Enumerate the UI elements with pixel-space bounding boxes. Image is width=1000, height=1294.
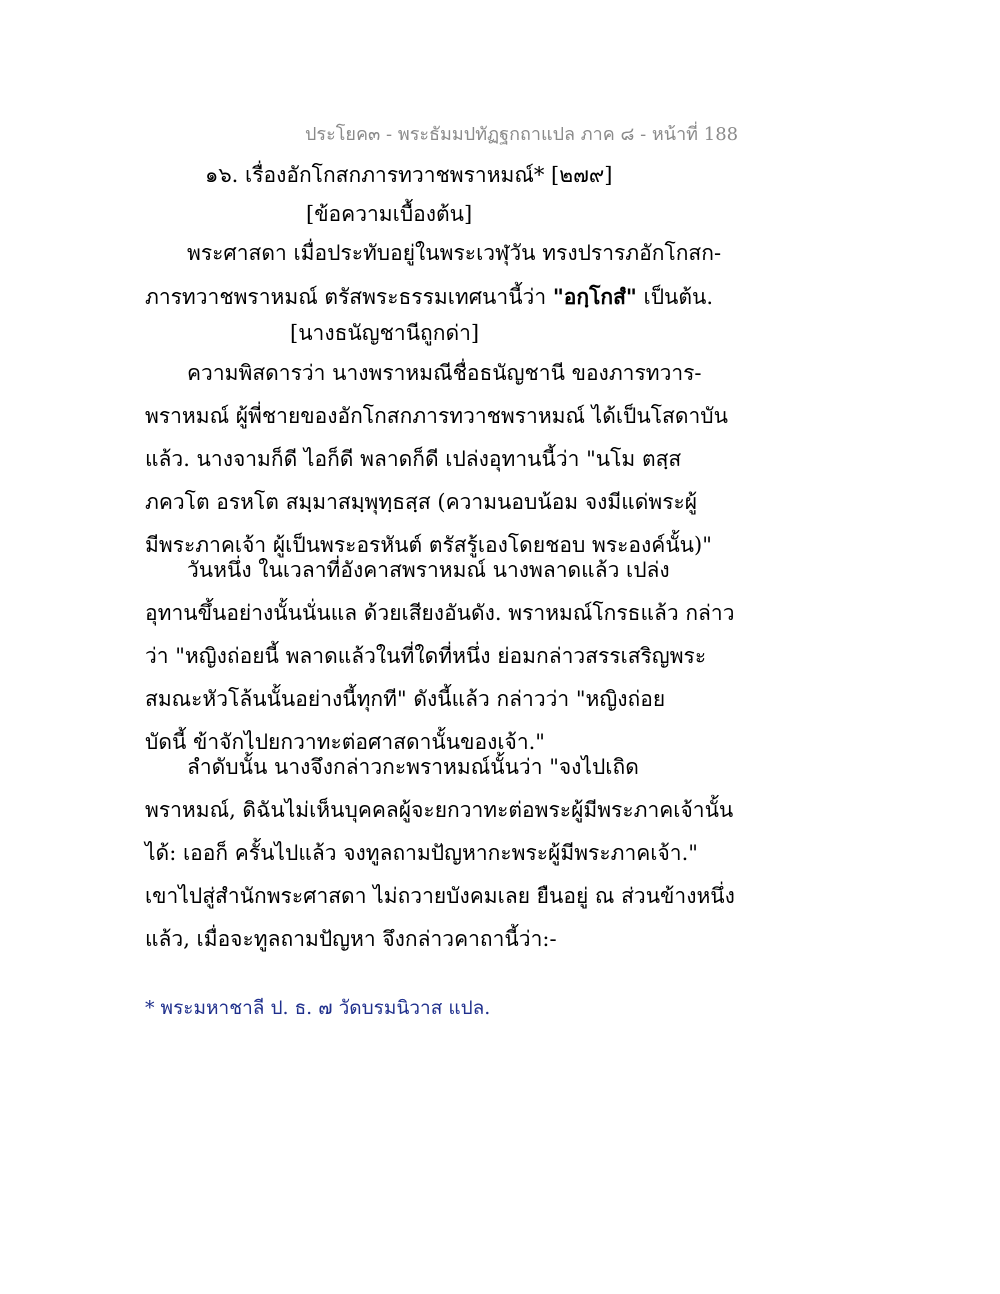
paragraph-line: บัดนี้ ข้าจักไปยกวาทะต่อศาสดานั้นของเจ้า.": [145, 730, 545, 754]
paragraph-line: แล้ว. นางจามก็ดี ไอก็ดี พลาดก็ดี เปล่งอุทานนี้ว่า "นโม ตสฺส: [145, 447, 682, 471]
opening-paragraph: [145, 232, 722, 319]
opening-line-2: [145, 275, 714, 319]
paragraph-line: วันหนึ่ง ในเวลาที่อังคาสพราหมณ์ นางพลาดแล้ว เปล่ง: [187, 558, 670, 582]
story-title: ๑๖. เรื่องอักโกสกภารทวาชพราหมณ์* [๒๗๙]: [205, 163, 613, 187]
paragraph-line: อุทานขึ้นอย่างนั้นนั่นแล ด้วยเสียงอันดัง. พราหมณ์โกรธแล้ว กล่าว: [145, 601, 735, 625]
paragraph-3: [145, 746, 735, 961]
paragraph-1: [145, 352, 728, 567]
opening-line-2-text: ภารทวาชพราหมณ์ ตรัสพระธรรมเทศนานี้ว่า: [145, 285, 553, 309]
paragraph-line: ได้: เออก็ ครั้นไปแล้ว จงทูลถามปัญหากะพระผู้มีพระภาคเจ้า.": [145, 841, 698, 865]
paragraph-line: ลำดับนั้น นางจึงกล่าวกะพราหมณ์นั้นว่า "จงไปเถิด: [187, 755, 639, 779]
paragraph-line: แล้ว, เมื่อจะทูลถามปัญหา จึงกล่าวคาถานี้ว่า:-: [145, 927, 557, 951]
paragraph-line: เขาไปสู่สำนักพระศาสดา ไม่ถวายบังคมเลย ยืนอยู่ ณ ส่วนข้างหนึ่ง: [145, 884, 735, 908]
paragraph-line: ภควโต อรหโต สมฺมาสมฺพุทฺธสฺส (ความนอบน้อม จงมีแด่พระผู้: [145, 490, 698, 514]
section-heading: [นางธนัญชานีถูกด่า]: [290, 321, 480, 345]
paragraph-2: [145, 549, 735, 764]
translator-footnote: * พระมหาชาลี ป. ธ. ๗ วัดบรมนิวาส แปล.: [145, 997, 491, 1019]
paragraph-line: ว่า "หญิงถ่อยนี้ พลาดแล้วในที่ใดที่หนึ่ง ย่อมกล่าวสรรเสริญพระ: [145, 644, 707, 668]
pali-keyword: "อกฺโกสํ": [552, 284, 637, 309]
paragraph-line: มีพระภาคเจ้า ผู้เป็นพระอรหันต์ ตรัสรู้เองโดยชอบ พระองค์นั้น)": [145, 533, 712, 557]
opening-heading: [ข้อความเบื้องต้น]: [306, 202, 473, 226]
paragraph-line: พราหมณ์, ดิฉันไม่เห็นบุคคลผู้จะยกวาทะต่อพระผู้มีพระภาคเจ้านั้น: [145, 798, 734, 822]
paragraph-line: ความพิสดารว่า นางพราหมณีชื่อธนัญชานี ของภารทวาร-: [187, 361, 702, 385]
paragraph-line: พราหมณ์ ผู้พี่ชายของอักโกสกภารทวาชพราหมณ์ ได้เป็นโสดาบัน: [145, 404, 728, 428]
opening-line-2-end: เป็นต้น.: [636, 285, 714, 309]
paragraph-line: สมณะหัวโล้นนั้นอย่างนี้ทุกที" ดังนี้แล้ว กล่าวว่า "หญิงถ่อย: [145, 687, 666, 711]
opening-line-1: พระศาสดา เมื่อประทับอยู่ในพระเวฬุวัน ทรงปรารภอักโกสก-: [187, 241, 722, 265]
running-head: ประโยค๓ - พระธัมมปทัฏฐกถาแปล ภาค ๘ - หน้าที่ 188: [305, 124, 739, 145]
